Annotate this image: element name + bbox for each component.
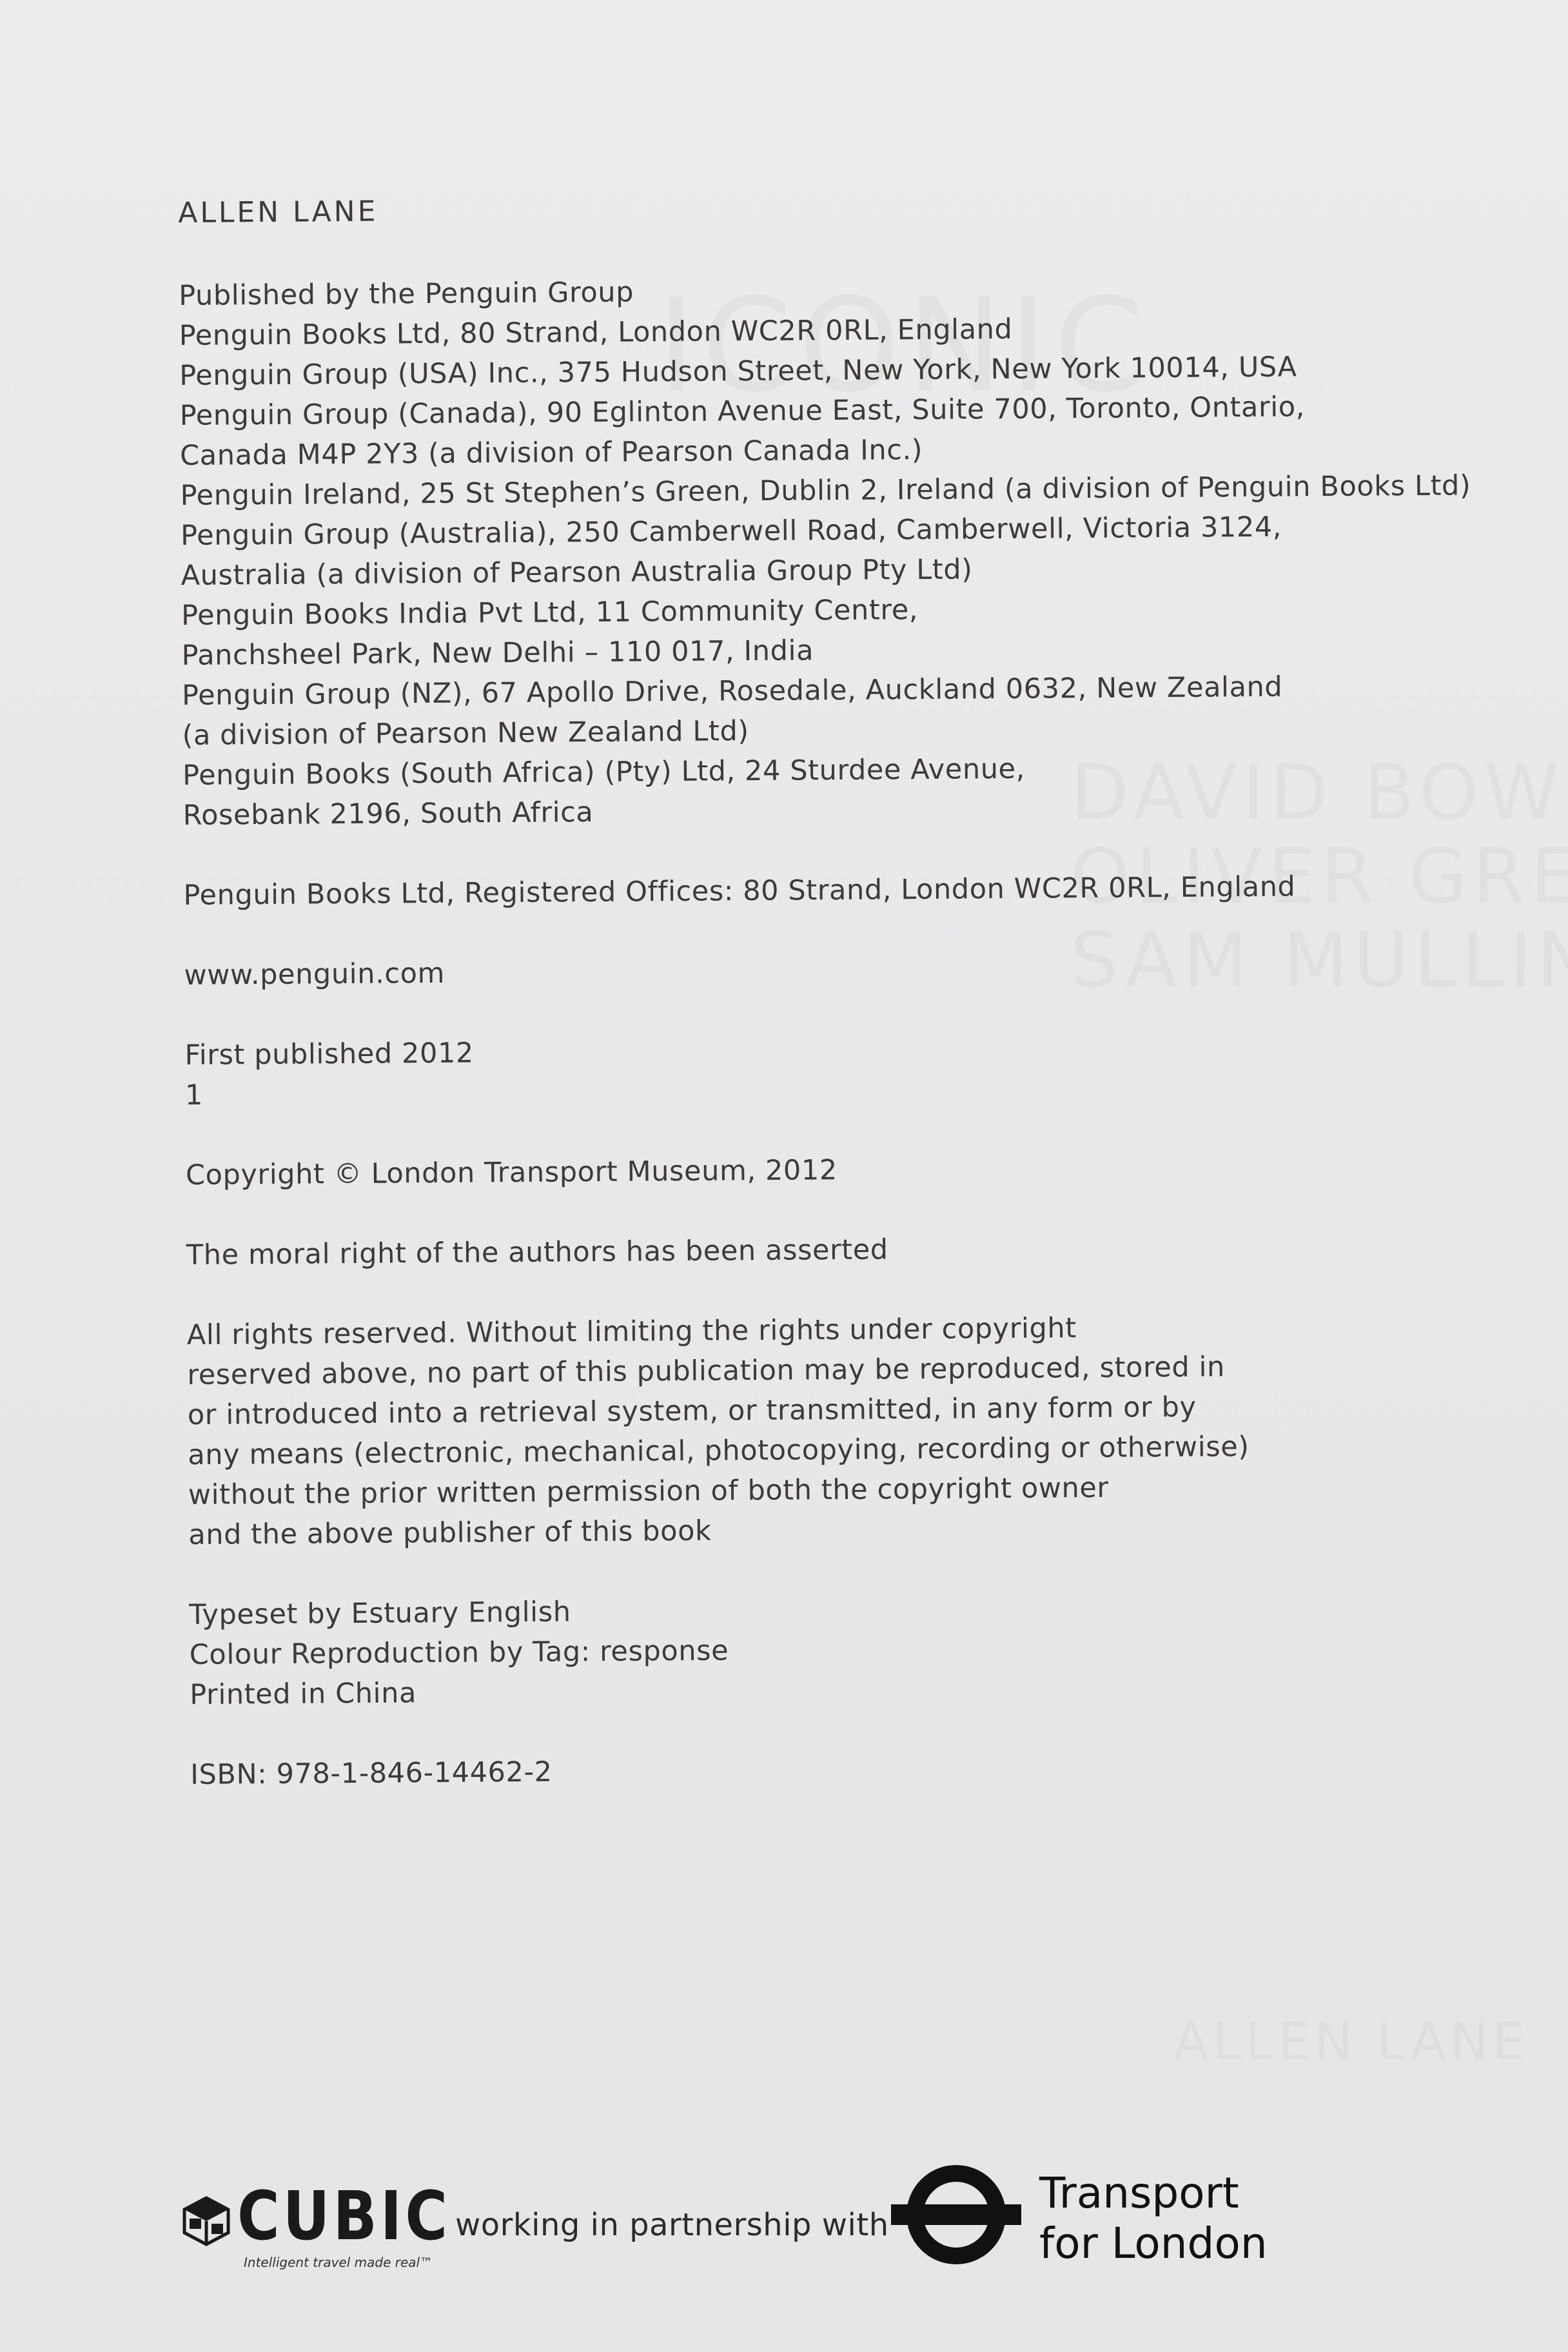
rights-line: or introduced into a retrieval system, or transmitted, in any form or by — [187, 1391, 1197, 1431]
publisher-line: Penguin Group (Australia), 250 Camberwell Road, Camberwell, Victoria 3124, — [180, 511, 1282, 552]
publisher-line: Penguin Ireland, 25 St Stephen’s Green, Dublin 2, Ireland (a division of Penguin Books Ltd) — [180, 469, 1471, 512]
publisher-line: Penguin Books Ltd, 80 Strand, London WC2R 0RL, England — [179, 313, 1013, 352]
publisher-line: Rosebank 2196, South Africa — [182, 796, 594, 832]
rights-line: All rights reserved. Without limiting the rights under copyright — [186, 1312, 1077, 1351]
imprint-name: ALLEN LANE — [178, 195, 378, 230]
copyright-text — [178, 183, 1480, 1835]
tfl-line-2: for London — [1039, 2219, 1268, 2268]
rights-line: without the prior written permission of both the copyright owner — [188, 1471, 1109, 1511]
registered-offices: Penguin Books Ltd, Registered Offices: 80 Strand, London WC2R 0RL, England — [183, 870, 1296, 912]
tfl-wordmark — [1039, 2168, 1268, 2269]
publisher-line: Penguin Group (Canada), 90 Eglinton Avenue East, Suite 700, Toronto, Ontario, — [179, 391, 1306, 432]
publication-history — [184, 1025, 1475, 1115]
cubic-tagline: Intelligent travel made real™ — [244, 2255, 433, 2270]
publisher-addresses — [179, 266, 1473, 836]
website: www.penguin.com — [184, 957, 446, 992]
publisher-line: (a division of Pearson New Zealand Ltd) — [182, 715, 749, 752]
publisher-line: Panchsheel Park, New Delhi – 110 017, India — [181, 634, 814, 672]
rights-line: and the above publisher of this book — [188, 1514, 712, 1551]
cubic-cube-icon — [181, 2195, 232, 2247]
rights-line: any means (electronic, mechanical, photocopying, recording or otherwise) — [188, 1431, 1250, 1471]
partner-logos — [181, 2163, 1315, 2279]
tfl-line-1: Transport — [1039, 2168, 1239, 2218]
colour-reproduction-credit: Colour Reproduction by Tag: response — [189, 1634, 729, 1671]
rights-reserved-notice — [187, 1305, 1478, 1555]
printed-in: Printed in China — [190, 1677, 417, 1711]
copyright-notice: Copyright © London Transport Museum, 2012 — [185, 1154, 838, 1191]
partnership-text: working in partnership with — [455, 2207, 889, 2243]
rights-line: reserved above, no part of this publication may be reproduced, stored in — [187, 1351, 1226, 1391]
isbn: ISBN: 978-1-846-14462-2 — [190, 1756, 553, 1791]
typeset-credit: Typeset by Estuary English — [189, 1596, 571, 1631]
publisher-line: Canada M4P 2Y3 (a division of Pearson Canada Inc.) — [180, 433, 923, 472]
show-through-text — [1173, 2012, 1529, 2072]
tfl-roundel-icon — [888, 2163, 1024, 2266]
publisher-line: Penguin Books India Pvt Ltd, 11 Community Centre, — [181, 594, 919, 632]
publisher-line: Penguin Books (South Africa) (Pty) Ltd, 24 Sturdee Avenue, — [182, 752, 1026, 792]
printing-number: 1 — [184, 1079, 204, 1112]
publisher-line: Penguin Group (NZ), 67 Apollo Drive, Rosedale, Auckland 0632, New Zealand — [181, 671, 1283, 712]
first-published: First published 2012 — [184, 1037, 475, 1072]
publisher-line: Published by the Penguin Group — [179, 276, 634, 312]
publisher-line: Australia (a division of Pearson Australia Group Pty Ltd) — [181, 553, 973, 592]
cubic-logo — [181, 2175, 451, 2270]
publisher-line: Penguin Group (USA) Inc., 375 Hudson Street, New York, New York 10014, USA — [179, 351, 1297, 392]
production-credits — [189, 1585, 1479, 1715]
cubic-wordmark: CUBIC — [237, 2177, 451, 2255]
moral-right-notice: The moral right of the authors has been asserted — [186, 1233, 888, 1271]
